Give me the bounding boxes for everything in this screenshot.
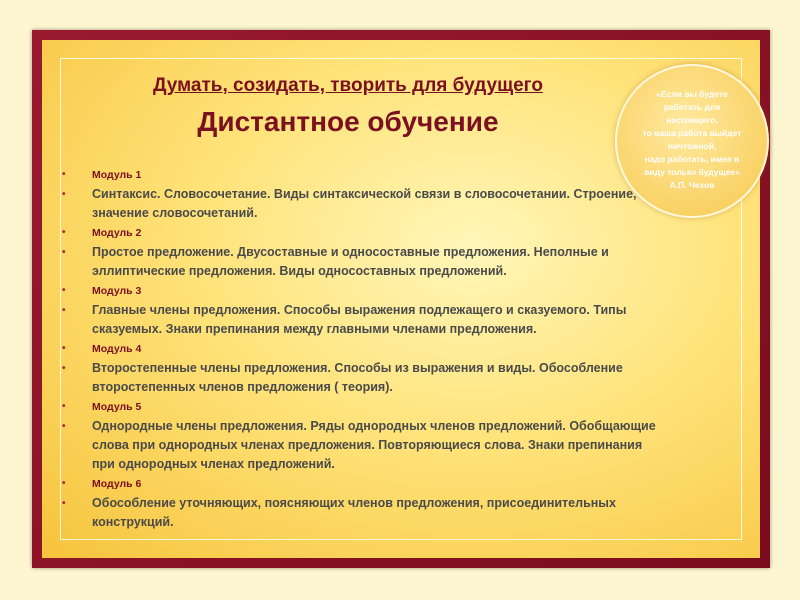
- quote-author: А.П. Чехов: [669, 180, 715, 190]
- slide-title-line1: Думать, созидать, творить для будущего: [153, 75, 543, 96]
- bullet-icon: •: [62, 169, 66, 180]
- module-label: • Модуль 5: [62, 401, 142, 413]
- module-topic: • Второстепенные члены предложения. Способы из выражения и виды. Обособление второстепенных членов предложения ( теория).: [62, 361, 623, 394]
- quote-line: то ваша работа выйдет: [642, 128, 742, 138]
- module-topic: • Простое предложение. Двусоставные и односоставные предложения. Неполные и эллиптические предложения. Виды односоставных предложений.: [62, 245, 609, 278]
- slide-title-line2: Дистантное обучение: [197, 106, 499, 137]
- module-list: [62, 168, 662, 535]
- module-label: • Модуль 1: [62, 169, 142, 181]
- bullet-icon: •: [62, 247, 66, 258]
- bullet-icon: •: [62, 285, 66, 296]
- module-label: • Модуль 4: [62, 343, 142, 355]
- bullet-icon: •: [62, 498, 66, 509]
- bullet-icon: •: [62, 421, 66, 432]
- quote-line: работать для: [663, 102, 721, 112]
- quote-line: настоящего,: [666, 115, 718, 125]
- bullet-icon: •: [62, 478, 66, 489]
- quote-line: «Если вы будете: [656, 89, 728, 99]
- module-topic: • Обособление уточняющих, поясняющих членов предложения, присоединительных конструкций.: [62, 496, 616, 529]
- quote-line: виду только будущее»: [644, 167, 740, 177]
- bullet-icon: •: [62, 401, 66, 412]
- module-label: • Модуль 2: [62, 227, 142, 239]
- bullet-icon: •: [62, 305, 66, 316]
- module-label: • Модуль 3: [62, 285, 142, 297]
- bullet-icon: •: [62, 227, 66, 238]
- module-topic: • Главные члены предложения. Способы выражения подлежащего и сказуемого. Типы сказуемых. Знаки препинания между главными членами предложения.: [62, 303, 627, 336]
- bullet-icon: •: [62, 343, 66, 354]
- bullet-icon: •: [62, 189, 66, 200]
- quote-line: надо работать, имея в: [644, 154, 740, 164]
- module-topic: • Синтаксис. Словосочетание. Виды синтаксической связи в словосочетании. Строение, значение словосочетаний.: [62, 187, 637, 220]
- module-label: • Модуль 6: [62, 478, 142, 490]
- bullet-icon: •: [62, 363, 66, 374]
- module-topic: • Однородные члены предложения. Ряды однородных членов предложений. Обобщающие слова при однородных членах предложения. Повторяющиеся слова. Знаки препинания при однородных членах предложений.: [62, 419, 656, 471]
- quote-line: ничтожной,: [667, 141, 717, 151]
